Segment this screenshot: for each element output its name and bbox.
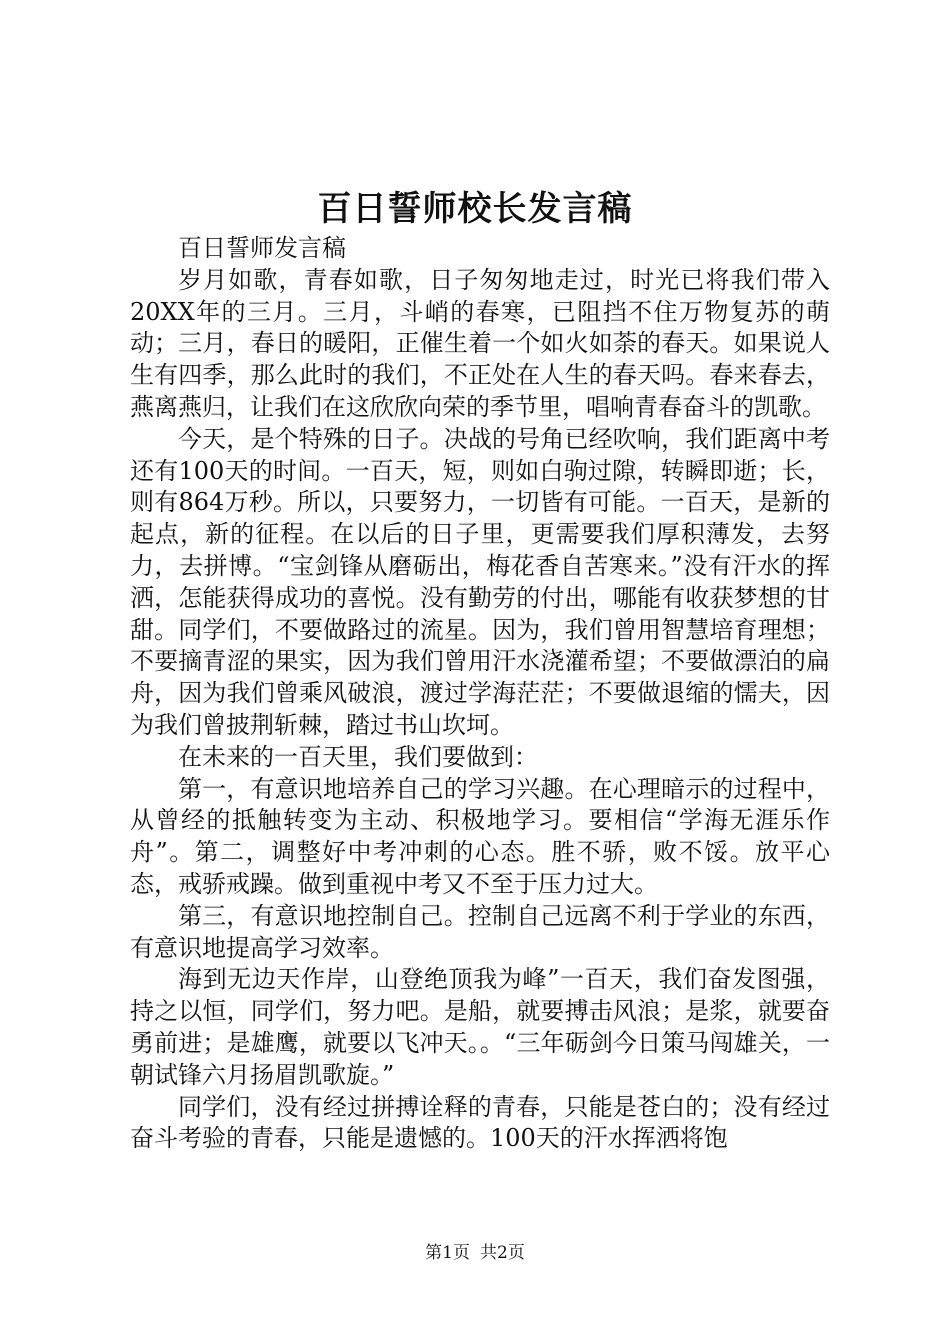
page-footer: [0, 1242, 950, 1264]
body-paragraph: 第三，有意识地控制自己。控制自己远离不利于学业的东西，有意识地提高学习效率。: [130, 901, 830, 962]
body-paragraph: 第一，有意识地培养自己的学习兴趣。在心理暗示的过程中，从曾经的抵触转变为主动、积极地学习。要相信“学海无涯乐作舟”。第二，调整好中考冲刺的心态。胜不骄，败不馁。放平心态，戒骄戒躁。做到重视中考又不至于压力过大。: [130, 774, 830, 898]
page-total: 共2页: [480, 1243, 525, 1263]
body-paragraph: 岁月如歌，青春如歌，日子匆匆地走过，时光已将我们带入20XX年的三月。三月，斗峭的春寒，已阻挡不住万物复苏的萌动；三月，春日的暖阳，正催生着一个如火如荼的春天。如果说人生有四季，那么此时的我们，不正处在人生的春天吗。春来春去，燕离燕归，让我们在这欣欣向荣的季节里，唱响青春奋斗的凯歌。: [130, 265, 830, 421]
body-paragraph: 在未来的一百天里，我们要做到：: [178, 742, 538, 771]
body-paragraph: 海到无边天作岸，山登绝顶我为峰”一百天，我们奋发图强，持之以恒，同学们，努力吧。是船，就要搏击风浪；是浆，就要奋勇前进；是雄鹰，就要以飞冲天。。“三年砺剑今日策马闯雄关，一朝试锋六月扬眉凯歌旋。”: [130, 965, 830, 1089]
body-paragraph: 同学们，没有经过拼搏诠释的青春，只能是苍白的；没有经过奋斗考验的青春，只能是遗憾的。100天的汗水挥洒将饱: [130, 1092, 830, 1153]
document-title: 百日誓师校长发言稿: [317, 189, 633, 229]
body-paragraph: 今天，是个特殊的日子。决战的号角已经吹响，我们距离中考还有100天的时间。一百天，短，则如白驹过隙，转瞬即逝；长，则有864万秒。所以，只要努力，一切皆有可能。一百天，是新的起点，新的征程。在以后的日子里，更需要我们厚积薄发，去努力，去拼博。“宝剑锋从磨砺出，梅花香自苦寒来。”没有汗水的挥洒，怎能获得成功的喜悦。没有勤劳的付出，哪能有收获梦想的甘甜。同学们，不要做路过的流星。因为，我们曾用智慧培育理想；不要摘青涩的果实，因为我们曾用汗水浇灌希望；不要做漂泊的扁舟，因为我们曾乘风破浪，渡过学海茫茫；不要做退缩的懦夫，因为我们曾披荆斩棘，踏过书山坎坷。: [130, 424, 830, 739]
page-number: 第1页: [425, 1243, 470, 1263]
document-body: [130, 233, 830, 1155]
body-paragraph: 百日誓师发言稿: [178, 234, 346, 262]
